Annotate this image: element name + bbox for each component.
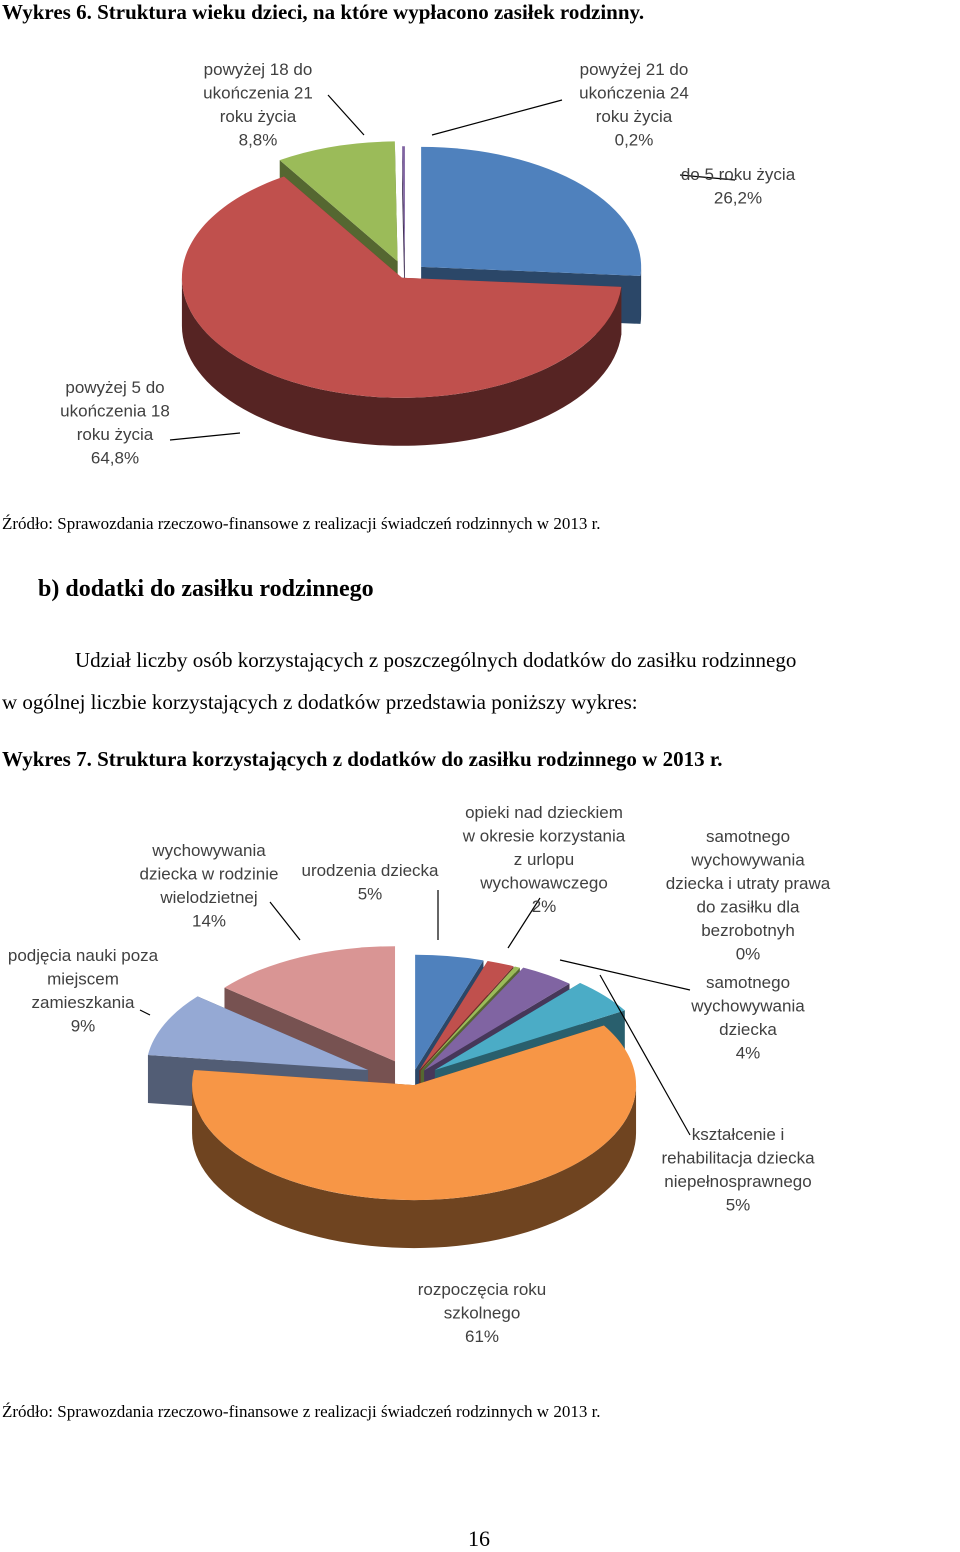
slice-label (666, 827, 831, 964)
slice-label (661, 1125, 815, 1215)
section-heading: b) dodatki do zasiłku rodzinnego (38, 576, 374, 602)
slice-label-line: 0,2% (614, 130, 654, 150)
slice-label-line: szkolnego (443, 1303, 521, 1323)
slice-label-line: dziecka (719, 1020, 777, 1039)
leader-line (270, 902, 300, 940)
slice-outer-wall (641, 267, 642, 324)
slice-label-line: 2% (531, 897, 557, 916)
intro-paragraph-line1: Udział liczby osób korzystających z poszczególnych dodatków do zasiłku rodzinnego (75, 648, 797, 672)
slice-label (418, 1280, 547, 1346)
slice-label-line: do 5 roku życia (680, 165, 796, 184)
slice-label-line: ukończenia 24 (579, 83, 689, 103)
slice-label-line: zamieszkania (31, 993, 135, 1012)
slice-label-line: ukończenia 21 (203, 83, 313, 103)
slice-label-line: roku życia (595, 107, 673, 126)
slice-label (681, 165, 796, 208)
slice-label-line: podjęcia nauki poza (7, 946, 159, 965)
fig6-source: Źródło: Sprawozdania rzeczowo-finansowe z realizacji świadczeń rodzinnych w 2013 r. (2, 514, 601, 533)
slice-label (140, 841, 279, 931)
slice-label-line: 8,8% (238, 130, 278, 150)
slice-label-line: wychowawczego (480, 873, 608, 893)
slice-label (8, 946, 159, 1036)
slice-label-line: 5% (725, 1195, 751, 1215)
slice-label-line: powyżej 18 do (203, 60, 313, 79)
slice-label-line: ukończenia 18 (60, 401, 170, 421)
slice-label-line: powyżej 21 do (579, 60, 689, 79)
slice-label-line: 9% (70, 1016, 96, 1036)
slice-label (462, 803, 626, 916)
slice-label-line: 0% (735, 944, 761, 964)
fig7-source: Źródło: Sprawozdania rzeczowo-finansowe z realizacji świadczeń rodzinnych w 2013 r. (2, 1402, 601, 1421)
fig7-title: Wykres 7. Struktura korzystających z dodatków do zasiłku rodzinnego w 2013 r. (2, 747, 723, 771)
pie-slice (421, 147, 641, 276)
leader-line (328, 95, 364, 135)
leader-line (170, 433, 240, 440)
slice-label-line: powyżej 5 do (65, 378, 165, 397)
slice-label-line: wychowywania (152, 841, 266, 860)
slice-label-line: wychowywania (691, 850, 805, 870)
fig6-title: Wykres 6. Struktura wieku dzieci, na które wypłacono zasiłek rodzinny. (2, 0, 645, 24)
slice-label-line: z urlopu (513, 850, 575, 869)
slice-label (301, 861, 439, 904)
slice-label-line: 26,2% (713, 188, 763, 208)
slice-label-line: samotnego (705, 827, 791, 846)
slice-label-line: roku życia (76, 425, 154, 444)
slice-label-line: 14% (191, 911, 227, 931)
slice-label (60, 378, 170, 468)
slice-label-line: rehabilitacja dziecka (661, 1148, 815, 1168)
page-number: 16 (468, 1526, 490, 1551)
slice-label-line: urodzenia dziecka (301, 861, 439, 880)
supplements-structure-pie-chart (0, 790, 960, 1390)
slice-label (203, 60, 313, 150)
slice-label-line: do zasiłku dla (696, 897, 800, 917)
slice-label-line: wielodzietnej (160, 888, 258, 907)
slice-label-line: opieki nad dzieckiem (465, 803, 623, 822)
leader-line (140, 1010, 150, 1015)
leader-line (432, 100, 562, 135)
age-structure-pie-chart (0, 20, 960, 510)
slice-label-line: 4% (735, 1043, 761, 1063)
slice-label-line: bezrobotnyh (701, 921, 795, 940)
slice-label-line: miejscem (47, 969, 119, 989)
intro-paragraph-line2: w ogólnej liczbie korzystających z dodatków przedstawia poniższy wykres: (2, 690, 638, 714)
slice-label-line: rozpoczęcia roku (417, 1280, 547, 1299)
slice-label-line: w okresie korzystania (462, 826, 626, 846)
slice-label-line: 5% (357, 884, 383, 904)
slice-label-line: wychowywania (691, 996, 805, 1016)
slice-label-line: dziecka w rodzinie (139, 864, 279, 884)
slice-label-line: dziecka i utraty prawa (665, 874, 831, 893)
slice-label-line: samotnego (705, 973, 791, 992)
slice-label-line: 61% (464, 1327, 500, 1346)
slice-label (579, 60, 689, 150)
slice-label-line: roku życia (219, 107, 297, 126)
slice-label-line: 64,8% (90, 448, 140, 468)
slice-label-line: niepełnosprawnego (664, 1172, 812, 1191)
slice-label (690, 973, 805, 1063)
slice-label-line: kształcenie i (691, 1125, 785, 1144)
